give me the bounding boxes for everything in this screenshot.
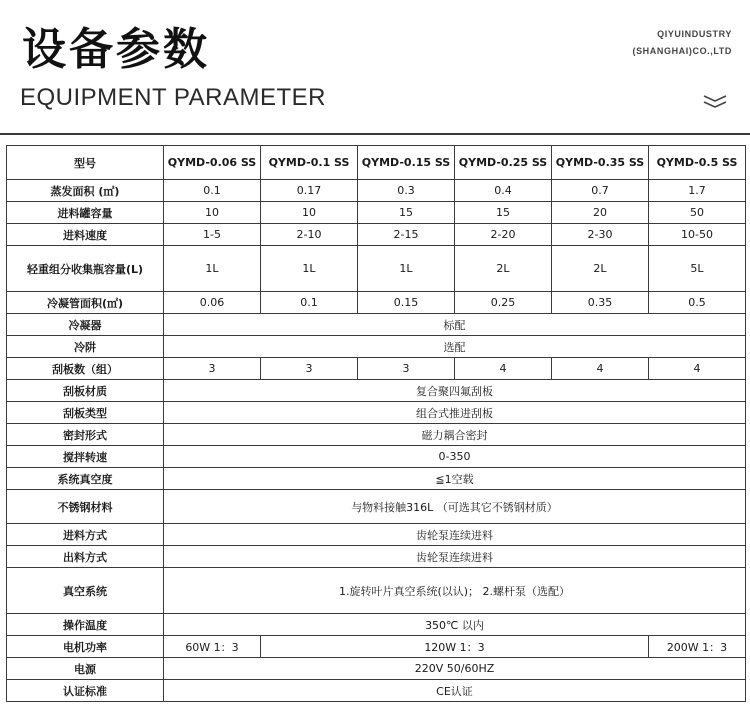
table-cell: 2-30 xyxy=(552,224,649,246)
company-name-line2: (SHANGHAI)CO.,LTD xyxy=(632,46,732,56)
table-cell: 2-20 xyxy=(455,224,552,246)
row-label: 认证标准 xyxy=(7,680,164,702)
header-cell: QYMD-0.5 SS xyxy=(649,146,746,180)
table-cell: 60W 1：3 xyxy=(164,636,261,658)
table-row xyxy=(7,636,746,658)
header-cell: QYMD-0.35 SS xyxy=(552,146,649,180)
table-row xyxy=(7,446,746,468)
spec-table xyxy=(6,145,746,702)
table-header-row xyxy=(7,146,746,180)
table-row xyxy=(7,224,746,246)
table-cell: 10 xyxy=(164,202,261,224)
table-row xyxy=(7,402,746,424)
table-cell: 齿轮泵连续进料 xyxy=(164,546,746,568)
table-row xyxy=(7,568,746,614)
table-cell: 15 xyxy=(358,202,455,224)
row-label: 刮板数（组） xyxy=(7,358,164,380)
table-cell: 4 xyxy=(455,358,552,380)
page-title-en: EQUIPMENT PARAMETER xyxy=(20,84,326,111)
table-row xyxy=(7,524,746,546)
row-label: 冷凝器 xyxy=(7,314,164,336)
row-label: 进料罐容量 xyxy=(7,202,164,224)
table-row xyxy=(7,490,746,524)
table-cell: 2L xyxy=(552,246,649,292)
table-cell: 0.1 xyxy=(164,180,261,202)
table-cell: 1L xyxy=(164,246,261,292)
table-cell: 0.5 xyxy=(649,292,746,314)
table-row xyxy=(7,680,746,702)
table-row xyxy=(7,180,746,202)
table-row xyxy=(7,614,746,636)
header-cell: QYMD-0.1 SS xyxy=(261,146,358,180)
table-cell: 0.35 xyxy=(552,292,649,314)
table-cell: 3 xyxy=(164,358,261,380)
company-name xyxy=(632,26,732,60)
header-cell: QYMD-0.06 SS xyxy=(164,146,261,180)
table-cell: 与物料接触316L （可选其它不锈钢材质） xyxy=(164,490,746,524)
header-cell: QYMD-0.15 SS xyxy=(358,146,455,180)
table-cell: 1-5 xyxy=(164,224,261,246)
row-label: 蒸发面积 (㎡) xyxy=(7,180,164,202)
table-cell: 220V 50/60HZ xyxy=(164,658,746,680)
table-row xyxy=(7,380,746,402)
table-cell: 4 xyxy=(649,358,746,380)
table-cell: 2-15 xyxy=(358,224,455,246)
table-row xyxy=(7,336,746,358)
row-label: 操作温度 xyxy=(7,614,164,636)
table-cell: 5L xyxy=(649,246,746,292)
table-cell: 复合聚四氟刮板 xyxy=(164,380,746,402)
table-row xyxy=(7,292,746,314)
row-label: 不锈钢材料 xyxy=(7,490,164,524)
table-cell: 0.7 xyxy=(552,180,649,202)
table-cell: 1L xyxy=(358,246,455,292)
row-label: 真空系统 xyxy=(7,568,164,614)
table-cell: 2-10 xyxy=(261,224,358,246)
table-cell: CE认证 xyxy=(164,680,746,702)
row-label: 冷阱 xyxy=(7,336,164,358)
table-cell: 0.3 xyxy=(358,180,455,202)
row-label: 刮板类型 xyxy=(7,402,164,424)
table-cell: 200W 1：3 xyxy=(649,636,746,658)
table-cell: 350℃ 以内 xyxy=(164,614,746,636)
table-cell: 1.旋转叶片真空系统(以认)； 2.螺杆泵（选配） xyxy=(164,568,746,614)
row-label: 出料方式 xyxy=(7,546,164,568)
row-label: 电源 xyxy=(7,658,164,680)
table-cell: 3 xyxy=(261,358,358,380)
table-cell: 15 xyxy=(455,202,552,224)
table-row xyxy=(7,424,746,446)
table-row xyxy=(7,658,746,680)
row-label: 进料方式 xyxy=(7,524,164,546)
row-label: 刮板材质 xyxy=(7,380,164,402)
table-row xyxy=(7,314,746,336)
table-cell: 1L xyxy=(261,246,358,292)
row-label: 进料速度 xyxy=(7,224,164,246)
table-row xyxy=(7,246,746,292)
row-label: 搅拌转速 xyxy=(7,446,164,468)
table-cell: 2L xyxy=(455,246,552,292)
page-title-cn: 设备参数 xyxy=(22,24,210,75)
table-cell: 4 xyxy=(552,358,649,380)
table-cell: 3 xyxy=(358,358,455,380)
header-divider xyxy=(0,133,750,135)
table-row xyxy=(7,202,746,224)
header-cell-model: 型号 xyxy=(7,146,164,180)
row-label: 密封形式 xyxy=(7,424,164,446)
table-cell: 0-350 xyxy=(164,446,746,468)
table-cell: 20 xyxy=(552,202,649,224)
table-row xyxy=(7,358,746,380)
table-cell: 0.1 xyxy=(261,292,358,314)
row-label: 系统真空度 xyxy=(7,468,164,490)
table-cell: 0.17 xyxy=(261,180,358,202)
table-cell: 组合式推进刮板 xyxy=(164,402,746,424)
table-row xyxy=(7,546,746,568)
table-cell: 0.15 xyxy=(358,292,455,314)
table-cell: 磁力耦合密封 xyxy=(164,424,746,446)
row-label: 电机功率 xyxy=(7,636,164,658)
table-cell: 10 xyxy=(261,202,358,224)
row-label: 轻重组分收集瓶容量(L) xyxy=(7,246,164,292)
table-cell: 50 xyxy=(649,202,746,224)
company-name-line1: QIYUINDUSTRY xyxy=(657,29,732,39)
table-cell: 120W 1：3 xyxy=(261,636,649,658)
table-cell: 标配 xyxy=(164,314,746,336)
table-cell: 0.25 xyxy=(455,292,552,314)
table-cell: 选配 xyxy=(164,336,746,358)
table-cell: 1.7 xyxy=(649,180,746,202)
table-cell: ≦1空载 xyxy=(164,468,746,490)
table-cell: 10-50 xyxy=(649,224,746,246)
table-cell: 0.4 xyxy=(455,180,552,202)
double-chevron-down-icon xyxy=(702,95,728,109)
header-cell: QYMD-0.25 SS xyxy=(455,146,552,180)
table-cell: 0.06 xyxy=(164,292,261,314)
table-row xyxy=(7,468,746,490)
table-cell: 齿轮泵连续进料 xyxy=(164,524,746,546)
row-label: 冷凝管面积(㎡) xyxy=(7,292,164,314)
